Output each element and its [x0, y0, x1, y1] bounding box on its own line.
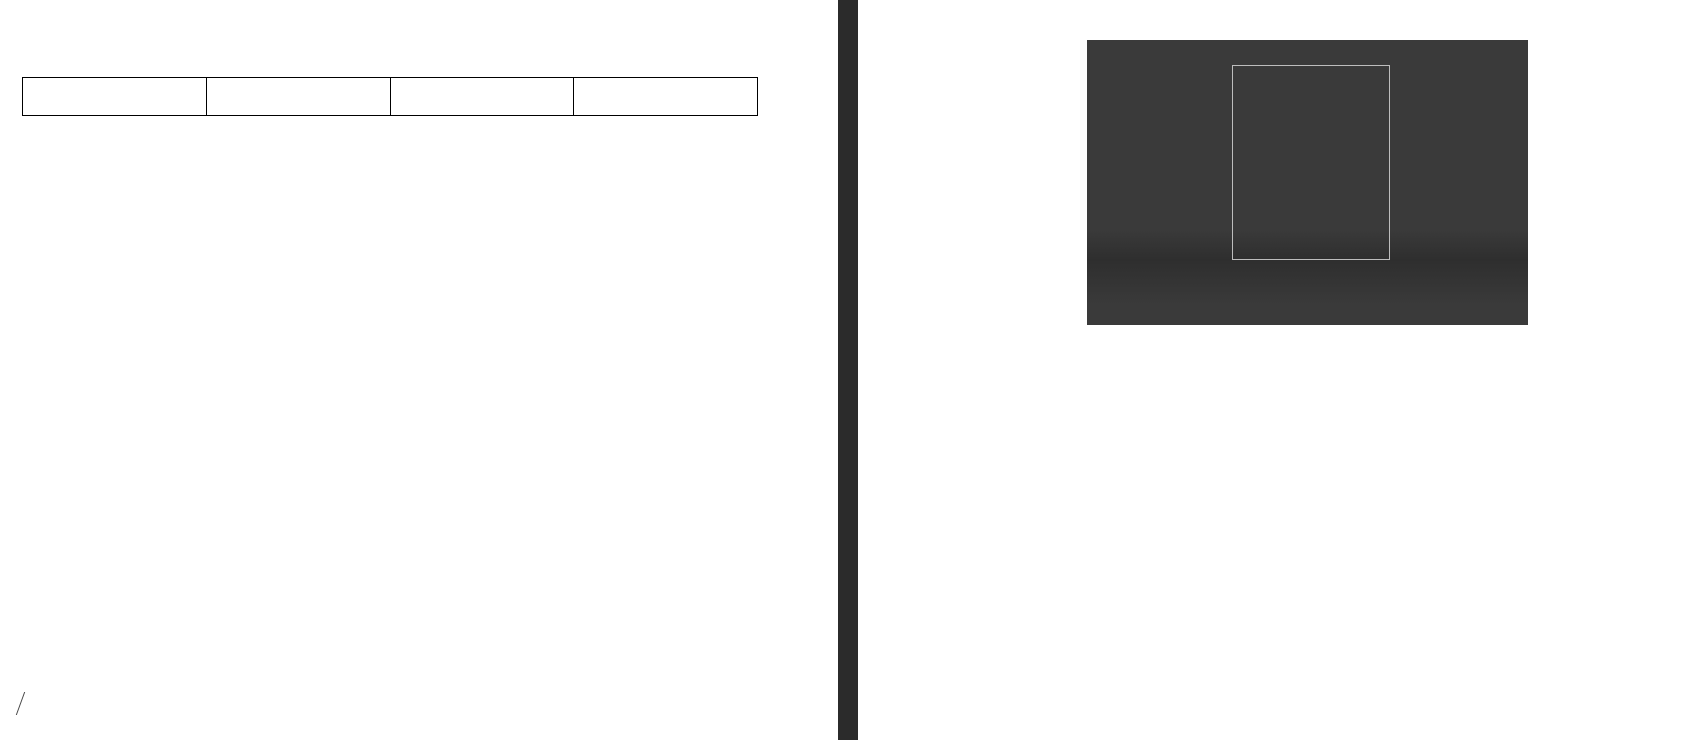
column-header-type — [574, 78, 758, 116]
table-header-row — [23, 78, 758, 116]
ingear-io-screenshot — [1087, 40, 1528, 325]
text-cursor — [16, 692, 25, 715]
left-document-page — [0, 0, 838, 740]
column-header-symbol — [391, 78, 574, 116]
column-header-address — [207, 78, 391, 116]
page-divider — [838, 0, 858, 740]
column-header-description — [23, 78, 207, 116]
io-declaration-table — [22, 77, 758, 116]
io-panel-box — [1232, 65, 1390, 260]
